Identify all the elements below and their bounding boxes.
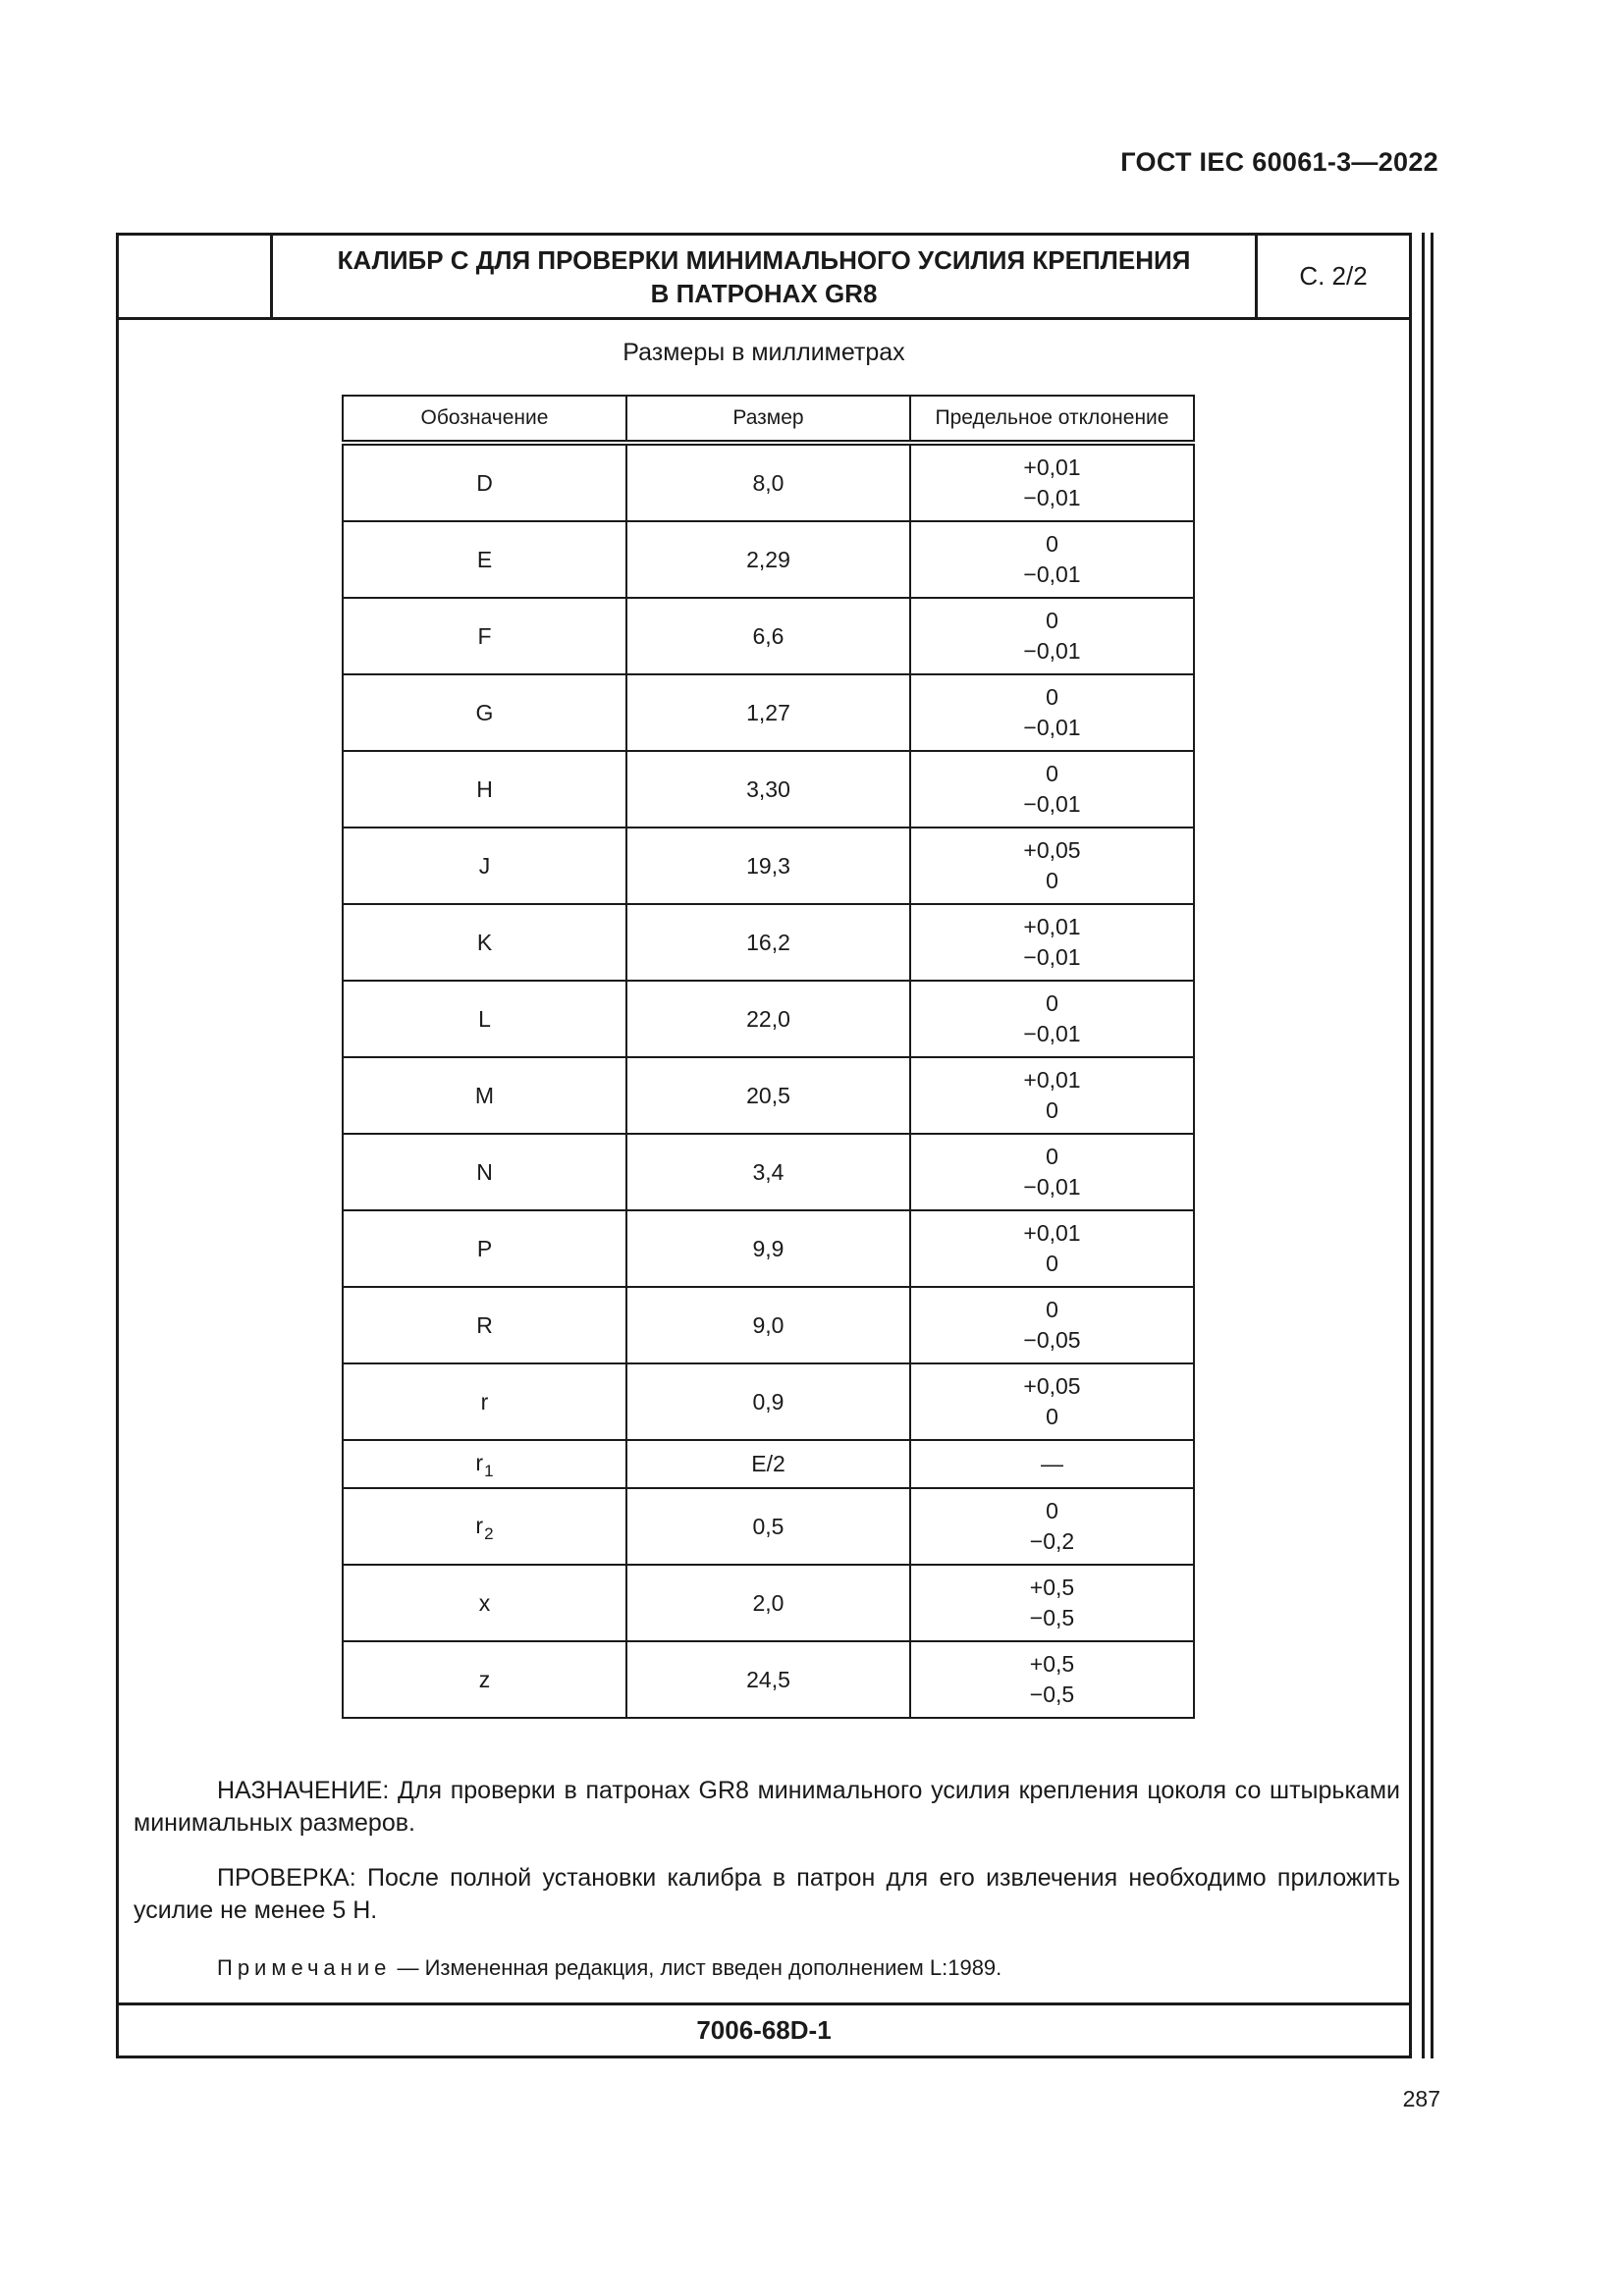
cell-symbol (343, 1134, 626, 1210)
deviation-lower: −0,5 (1029, 1605, 1075, 1630)
deviation-upper: 0 (1046, 608, 1058, 633)
deviation-lower: 0 (1046, 1097, 1058, 1123)
units-caption: Размеры в миллиметрах (622, 339, 905, 366)
check-paragraph: ПРОВЕРКА: После полной установки калибра в патрон для его извлечения необходимо приложить усилие не менее 5 Н. (134, 1864, 1400, 1924)
sheet-reference: С. 2/2 (1255, 236, 1409, 317)
purpose-paragraph: НАЗНАЧЕНИЕ: Для проверки в патронах GR8 минимального усилия крепления цоколя со штырьками минимальных размеров. (134, 1777, 1400, 1837)
symbol-text: r (480, 1388, 489, 1415)
cell-symbol (343, 598, 626, 674)
symbol-text: H (476, 775, 493, 802)
cell-deviation (910, 674, 1194, 751)
header-empty-cell (119, 236, 273, 317)
cell-size: 3,30 (626, 751, 910, 828)
cell-symbol (343, 1565, 626, 1641)
cell-size: 8,0 (626, 443, 910, 521)
cell-symbol (343, 751, 626, 828)
column-header-size: Размер (626, 396, 910, 443)
cell-deviation (910, 598, 1194, 674)
cell-symbol (343, 674, 626, 751)
cell-size: 16,2 (626, 904, 910, 981)
deviation-upper: 0 (1046, 1498, 1058, 1523)
symbol-text: r (475, 1512, 484, 1538)
cell-symbol (343, 1210, 626, 1287)
note-label: Примечание (217, 1955, 392, 1980)
symbol-text: N (476, 1158, 493, 1185)
deviation-lower: −0,01 (1023, 715, 1081, 740)
cell-deviation (910, 1641, 1194, 1718)
cell-symbol (343, 1057, 626, 1134)
cell-deviation (910, 981, 1194, 1057)
deviation-lower: 0 (1046, 1404, 1058, 1429)
table-row (343, 674, 1194, 751)
deviation-upper: — (1041, 1451, 1063, 1476)
table-row (343, 1057, 1194, 1134)
table-row (343, 1641, 1194, 1718)
table-row (343, 443, 1194, 521)
table-row (343, 1488, 1194, 1565)
deviation-upper: +0,5 (1029, 1651, 1075, 1677)
cell-symbol (343, 1440, 626, 1488)
frame-double-rule-inner (1422, 233, 1425, 2058)
table-row (343, 1363, 1194, 1440)
cell-size: 9,9 (626, 1210, 910, 1287)
sheet-title-line-1: КАЛИБР С ДЛЯ ПРОВЕРКИ МИНИМАЛЬНОГО УСИЛИЯ КРЕПЛЕНИЯ (337, 244, 1191, 275)
note-paragraph (134, 1953, 1400, 1983)
deviation-lower: −0,01 (1023, 1174, 1081, 1200)
document-code: ГОСТ IEC 60061-3—2022 (1120, 147, 1438, 177)
cell-deviation (910, 1134, 1194, 1210)
cell-deviation (910, 1287, 1194, 1363)
deviation-upper: 0 (1046, 761, 1058, 786)
table-header-row (343, 396, 1194, 443)
table-row (343, 521, 1194, 598)
table-row (343, 751, 1194, 828)
cell-deviation (910, 1488, 1194, 1565)
deviation-lower: 0 (1046, 1251, 1058, 1276)
table-row (343, 1210, 1194, 1287)
sheet-frame (116, 233, 1412, 2058)
dimensions-table (342, 395, 1195, 1719)
cell-symbol (343, 521, 626, 598)
deviation-upper: 0 (1046, 684, 1058, 710)
deviation-lower: −0,01 (1023, 561, 1081, 587)
symbol-subscript: 2 (484, 1523, 494, 1543)
symbol-text: x (478, 1589, 491, 1616)
deviation-upper: +0,05 (1023, 1373, 1081, 1399)
cell-deviation (910, 1440, 1194, 1488)
deviation-upper: 0 (1046, 1144, 1058, 1169)
symbol-text: r (475, 1450, 484, 1475)
table-row (343, 828, 1194, 904)
cell-size: 2,0 (626, 1565, 910, 1641)
symbol-text: E (476, 546, 493, 572)
sheet-title-line-2: В ПАТРОНАХ GR8 (650, 278, 878, 308)
deviation-lower: −0,05 (1023, 1327, 1081, 1353)
deviation-lower: −0,2 (1029, 1528, 1075, 1554)
symbol-text: K (476, 929, 493, 955)
symbol-text: P (476, 1235, 493, 1261)
deviation-lower: 0 (1046, 868, 1058, 893)
column-header-deviation: Предельное отклонение (910, 396, 1194, 443)
sheet-footer-code: 7006-68D-1 (119, 2002, 1409, 2056)
symbol-text: F (477, 622, 492, 649)
deviation-upper: +0,01 (1023, 1067, 1081, 1093)
cell-deviation (910, 751, 1194, 828)
page-number: 287 (1402, 2086, 1440, 2111)
cell-symbol (343, 1641, 626, 1718)
cell-symbol (343, 443, 626, 521)
symbol-text: z (478, 1666, 491, 1692)
deviation-upper: +0,01 (1023, 1220, 1081, 1246)
deviation-upper: 0 (1046, 990, 1058, 1016)
deviation-upper: +0,05 (1023, 837, 1081, 863)
sheet-header (119, 236, 1409, 320)
cell-size: 9,0 (626, 1287, 910, 1363)
cell-symbol (343, 828, 626, 904)
cell-deviation (910, 1210, 1194, 1287)
cell-deviation (910, 904, 1194, 981)
cell-deviation (910, 1057, 1194, 1134)
deviation-upper: +0,5 (1029, 1575, 1075, 1600)
deviation-upper: 0 (1046, 531, 1058, 557)
cell-deviation (910, 521, 1194, 598)
symbol-text: J (478, 852, 491, 879)
symbol-text: G (475, 699, 494, 725)
deviation-upper: 0 (1046, 1297, 1058, 1322)
cell-deviation (910, 1565, 1194, 1641)
symbol-text: L (478, 1005, 491, 1032)
table-row (343, 1440, 1194, 1488)
cell-size: 1,27 (626, 674, 910, 751)
cell-size: E/2 (626, 1440, 910, 1488)
frame-double-rule-outer (1431, 233, 1434, 2058)
deviation-lower: −0,01 (1023, 791, 1081, 817)
table-row (343, 1287, 1194, 1363)
cell-size: 24,5 (626, 1641, 910, 1718)
cell-size: 3,4 (626, 1134, 910, 1210)
cell-size: 0,5 (626, 1488, 910, 1565)
cell-deviation (910, 828, 1194, 904)
cell-symbol (343, 1287, 626, 1363)
table-row (343, 1134, 1194, 1210)
column-header-symbol: Обозначение (343, 396, 626, 443)
cell-symbol (343, 904, 626, 981)
deviation-upper: +0,01 (1023, 454, 1081, 480)
cell-size: 22,0 (626, 981, 910, 1057)
table-body (343, 443, 1194, 1718)
deviation-lower: −0,01 (1023, 638, 1081, 664)
deviation-lower: −0,5 (1029, 1682, 1075, 1707)
cell-deviation (910, 1363, 1194, 1440)
cell-symbol (343, 1363, 626, 1440)
deviation-lower: −0,01 (1023, 485, 1081, 510)
cell-symbol (343, 1488, 626, 1565)
deviation-upper: +0,01 (1023, 914, 1081, 939)
symbol-text: M (474, 1082, 495, 1108)
deviation-lower: −0,01 (1023, 1021, 1081, 1046)
note-text: — Измененная редакция, лист введен дополнением L:1989. (391, 1955, 1002, 1980)
cell-size: 19,3 (626, 828, 910, 904)
deviation-lower: −0,01 (1023, 944, 1081, 970)
cell-size: 6,6 (626, 598, 910, 674)
cell-symbol (343, 981, 626, 1057)
table-row (343, 1565, 1194, 1641)
table-row (343, 981, 1194, 1057)
cell-size: 2,29 (626, 521, 910, 598)
table-row (343, 598, 1194, 674)
cell-size: 20,5 (626, 1057, 910, 1134)
table-row (343, 904, 1194, 981)
symbol-subscript: 1 (484, 1462, 494, 1480)
cell-size: 0,9 (626, 1363, 910, 1440)
cell-deviation (910, 443, 1194, 521)
symbol-text: D (476, 469, 493, 496)
sheet-title (273, 236, 1255, 317)
symbol-text: R (476, 1311, 493, 1338)
